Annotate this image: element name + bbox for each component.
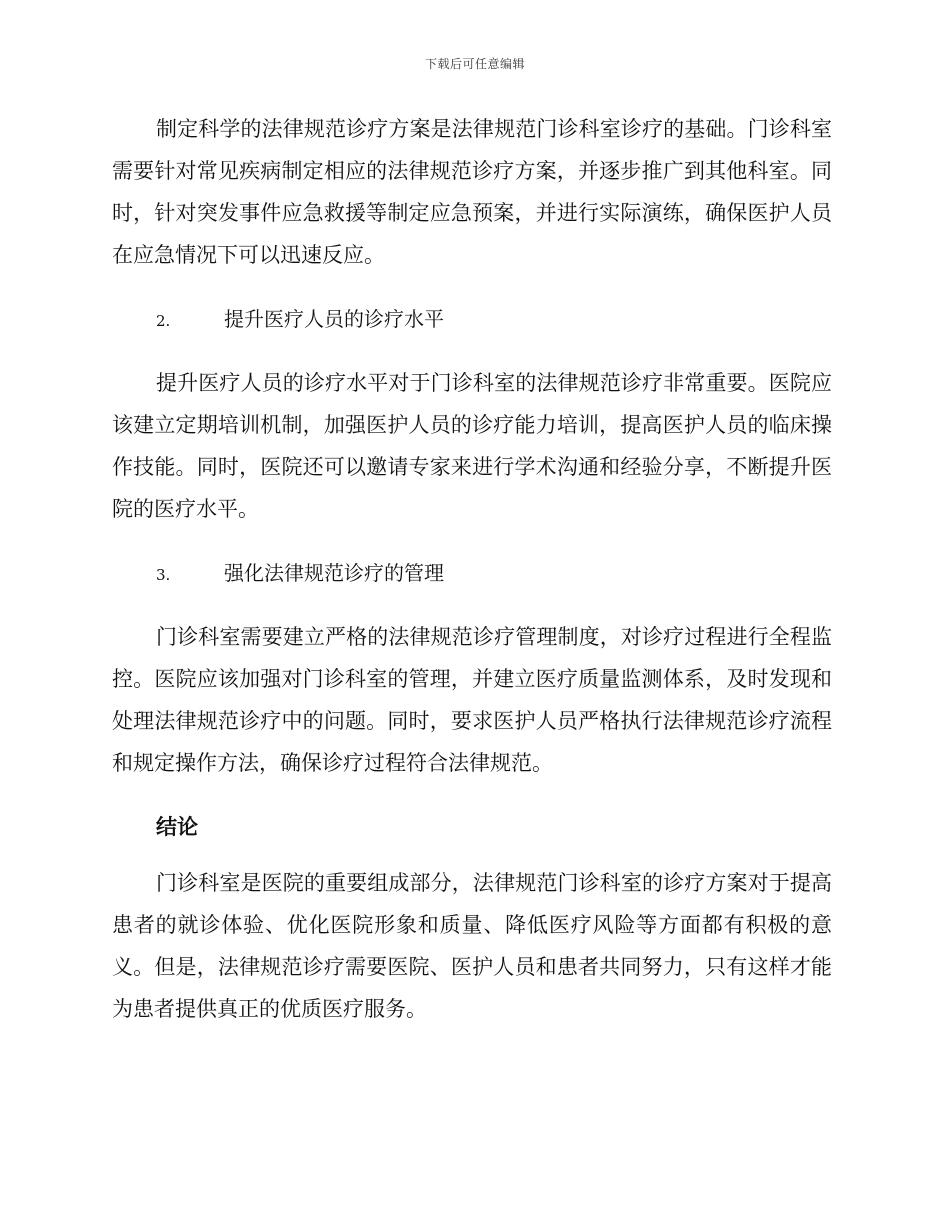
list-item-number: 2. xyxy=(156,312,171,330)
paragraph-conclusion: 门诊科室是医院的重要组成部分，法律规范门诊科室的诊疗方案对于提高患者的就诊体验、优化医院形象和质量、降低医疗风险等方面都有积极的意义。但是，法律规范诊疗需要医院、医护人员和患者共同努力，只有这样才能为患者提供真正的优质医疗服务。 xyxy=(112,871,832,1021)
list-item-number: 3. xyxy=(156,566,171,584)
paragraph-improve-skills: 提升医疗人员的诊疗水平对于门诊科室的法律规范诊疗非常重要。医院应该建立定期培训机制，加强医护人员的诊疗能力培训，提高医护人员的临床操作技能。同时，医院还可以邀请专家来进行学术沟通和经验分享，不断提升医院的医疗水平。 xyxy=(112,371,832,521)
document-body xyxy=(112,108,832,1052)
list-item-title: 强化法律规范诊疗的管理 xyxy=(224,561,444,585)
paragraph-management: 门诊科室需要建立严格的法律规范诊疗管理制度，对诊疗过程进行全程监控。医院应该加强对门诊科室的管理，并建立医疗质量监测体系，及时发现和处理法律规范诊疗中的问题。同时，要求医护人员严格执行法律规范诊疗流程和规定操作方法，确保诊疗过程符合法律规范。 xyxy=(112,625,832,775)
paragraph-treatment-plan: 制定科学的法律规范诊疗方案是法律规范门诊科室诊疗的基础。门诊科室需要针对常见疾病制定相应的法律规范诊疗方案，并逐步推广到其他科室。同时，针对突发事件应急救援等制定应急预案，并进行实际演练，确保医护人员在应急情况下可以迅速反应。 xyxy=(112,117,832,267)
header-note: 下载后可任意编辑 xyxy=(424,57,525,71)
conclusion-heading: 结论 xyxy=(156,815,198,839)
list-item-strengthen-management xyxy=(112,552,832,594)
list-item-improve-skills xyxy=(112,298,832,340)
list-item-title: 提升医疗人员的诊疗水平 xyxy=(224,307,444,331)
